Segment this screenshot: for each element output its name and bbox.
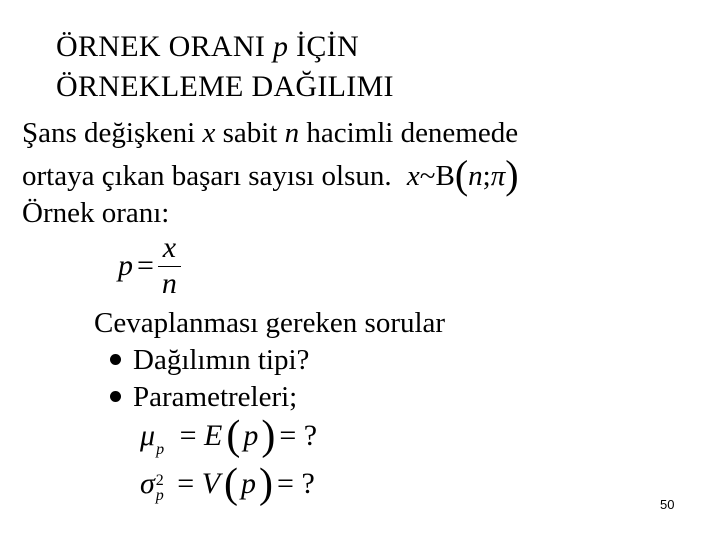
slide-title-line2: ÖRNEKLEME DAĞILIMI bbox=[56, 70, 394, 103]
superscript-2: 2 bbox=[155, 472, 164, 490]
mu-symbol: μ bbox=[140, 419, 156, 452]
text-span: ortaya çıkan başarı sayısı olsun. bbox=[22, 160, 392, 192]
ratio-formula bbox=[118, 233, 181, 299]
bullet-text: Parametreleri; bbox=[133, 381, 298, 413]
paragraph-line2 bbox=[22, 152, 519, 197]
var-n: n bbox=[284, 117, 300, 149]
fraction bbox=[158, 233, 181, 299]
var-x: x bbox=[406, 160, 420, 192]
equals-sign: = bbox=[179, 419, 204, 452]
bullet-item-1 bbox=[110, 344, 309, 376]
variance-V: V bbox=[201, 467, 221, 500]
paren-open: ( bbox=[226, 413, 241, 459]
sup-sub bbox=[156, 473, 164, 503]
var-p: p bbox=[241, 467, 257, 500]
var-pi: π bbox=[490, 160, 506, 192]
denominator: n bbox=[161, 267, 177, 300]
paren-close: ) bbox=[505, 152, 519, 197]
var-x: x bbox=[202, 117, 216, 149]
variance-formula bbox=[140, 461, 315, 507]
numerator: x bbox=[162, 231, 177, 264]
page-number: 50 bbox=[660, 497, 675, 512]
questions-heading: Cevaplanması gereken sorular bbox=[94, 307, 446, 339]
paren-close: ) bbox=[259, 461, 274, 507]
question-tail: = ? bbox=[279, 419, 318, 452]
equals-sign: = bbox=[177, 467, 202, 500]
bullet-dot-icon bbox=[110, 391, 121, 402]
bullet-item-2 bbox=[110, 381, 297, 413]
var-n: n bbox=[468, 160, 483, 192]
binomial-symbol: ~B bbox=[419, 160, 455, 192]
paren-close: ) bbox=[261, 413, 276, 459]
bullet-text: Dağılımın tipi? bbox=[133, 344, 310, 376]
text-span: Şans değişkeni bbox=[22, 117, 203, 149]
paren-open: ( bbox=[224, 461, 239, 507]
expectation-E: E bbox=[203, 419, 223, 452]
title-var-p: p bbox=[272, 30, 289, 63]
sample-ratio-label: Örnek oranı: bbox=[22, 197, 170, 229]
text-span: hacimli denemede bbox=[299, 117, 519, 149]
subscript-p: p bbox=[155, 487, 164, 505]
bullet-dot-icon bbox=[110, 354, 121, 365]
text-span: sabit bbox=[215, 117, 285, 149]
sigma-symbol: σ bbox=[140, 467, 155, 500]
semicolon: ; bbox=[482, 160, 491, 192]
paragraph-line1 bbox=[22, 117, 518, 149]
subscript-p: p bbox=[156, 441, 165, 458]
mean-formula bbox=[140, 413, 318, 459]
var-p: p bbox=[243, 419, 259, 452]
paren-open: ( bbox=[454, 152, 469, 197]
var-p: p bbox=[118, 249, 133, 282]
title-text-b: İÇİN bbox=[288, 30, 359, 63]
slide-title-line1 bbox=[56, 30, 359, 64]
title-text-a: ÖRNEK ORANI bbox=[56, 30, 273, 63]
question-tail: = ? bbox=[277, 467, 315, 500]
equals-sign: = bbox=[137, 249, 154, 282]
